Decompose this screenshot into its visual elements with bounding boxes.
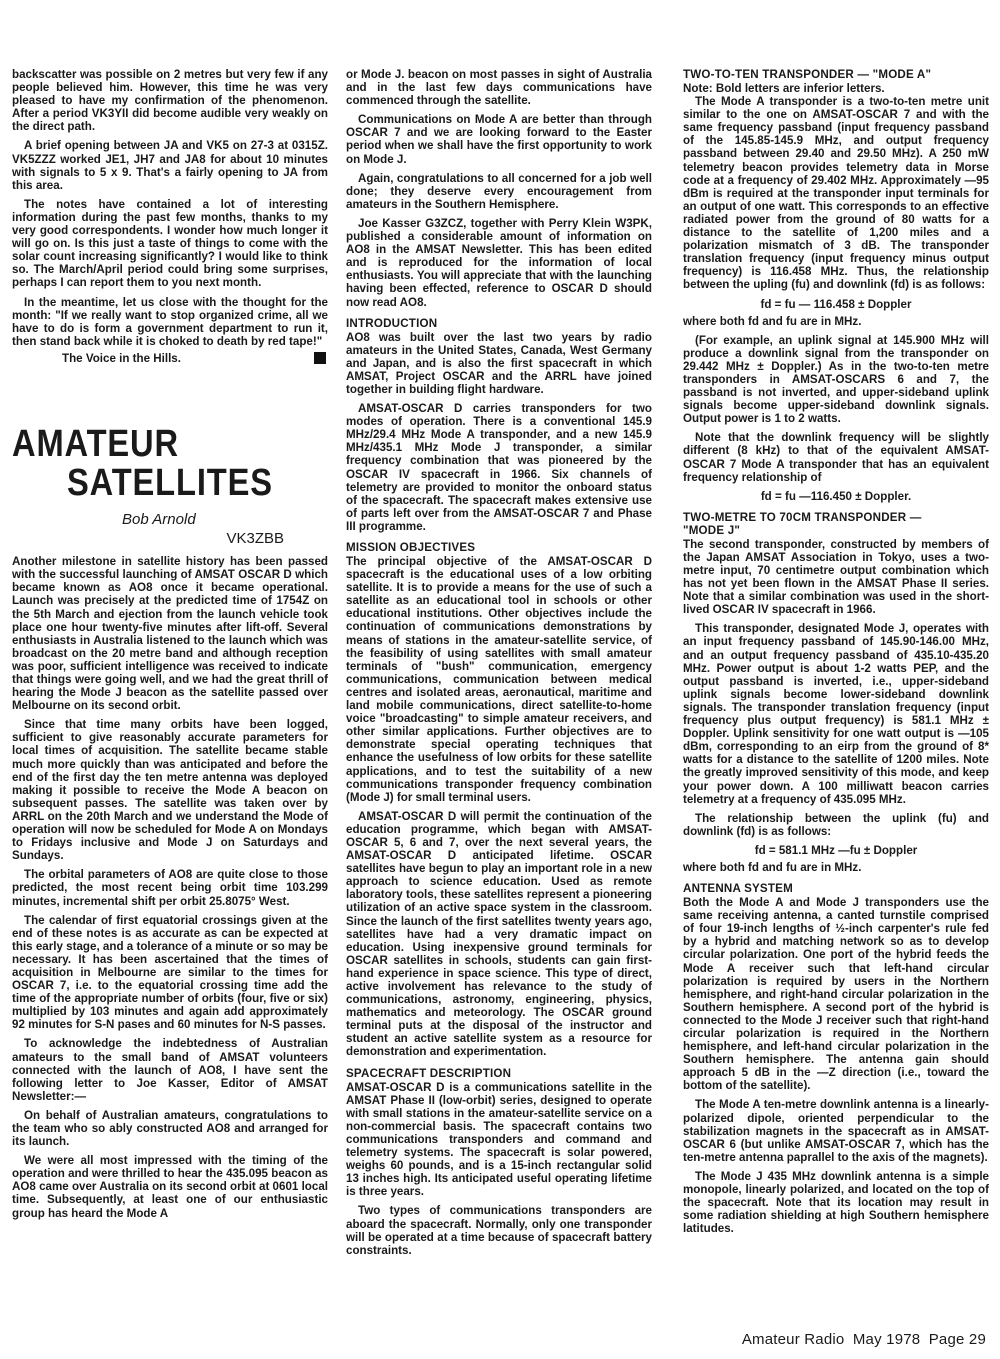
paragraph: Another milestone in satellite history has been passed with the successful launching of AMSAT OSCAR D which became known as AO8 once it became operational. Launch was precisely at the predicted time of 1754Z on the 5th March and ejection from the launch vehicle took place one hour twenty-five minutes after lift-off. Several enthusiasts in Australia listened to the launch which was broadcast on the 20 metre band and although reception was poor, sufficient intelligence was received to indicate that things were going well, and we had the great thrill of hearing the Mode J beacon as the satellite passed over Melbourne on its second orbit. bbox=[12, 555, 328, 713]
section-heading-mission: MISSION OBJECTIVES bbox=[346, 541, 476, 554]
paragraph: where both fd and fu are in MHz. bbox=[683, 314, 862, 328]
paragraph: The notes have contained a lot of interesting information during the past few months, thanks to my very good correspondents. I wonder how much longer it will go on. Is this just a taste of things to come with the solar count increasing significantly? I would like to think so. The March/April period could bring some surprises, perhaps I can report them to you next month. bbox=[12, 197, 328, 290]
formula: fd = fu —116.450 ± Doppler. bbox=[760, 489, 912, 503]
author-callsign: VK3ZBB bbox=[226, 530, 284, 548]
paragraph: backscatter was possible on 2 metres but very few if any people believed him. However, this time he was very pleased to have my confirmation of the phenomenon. After a period VK3YII did become audible very weakly on the direct path. bbox=[12, 68, 328, 134]
article-title-line1: AMATEUR bbox=[12, 422, 179, 465]
paragraph: AO8 was built over the last two years by radio amateurs in the United States, Canada, West Germany and Japan, and is also the first spacecraft in which AMSAT, Project OSCAR and the ARRL have joined together in building flight hardware. bbox=[346, 330, 652, 396]
paragraph: The principal objective of the AMSAT-OSCAR D spacecraft is the educational uses of a low orbiting satellite. It is to provide a means for the use of such a satellite as an educational tool in schools or other educational institutions. Other objectives include the continuation of communications demonstrations by means of stations in the amateur-satellite service, of the feasibility of using satellites with small amateur terminals of "bush" communication, emergency communications, communication between medical centres and isolated areas, aeronautical, maritime and land mobile communications, direct satellite-to-home voice "broadcasting" to simple amateur receivers, and other similar applications. Further objectives are to demonstrate special operating techniques that enhance the usefulness of low orbits for these satellite applications, and to test the suitability of a new communications transponder frequency combination (Mode J) for small terminal users. bbox=[346, 555, 652, 804]
section-heading-introduction: INTRODUCTION bbox=[346, 316, 438, 330]
end-mark-icon bbox=[314, 352, 326, 364]
formula: fd = 581.1 MHz —fu ± Doppler bbox=[754, 843, 918, 857]
paragraph: AMSAT-OSCAR D will permit the continuation of the education programme, which began with AMSAT-OSCAR 5, 6 and 7, over the next several years, the AMSAT-OSCAR D anticipated lifetime. OSCAR satellites have begun to play an important role in a new approach to science education. Used as remote laboratory tools, these satellites represent a pioneering utilization of an active space system in the classroom. Since the launch of the first satellites twenty years ago, satellites have had a very dramatic impact on education. Using inexpensive ground terminals for OSCAR satellites in schools, students can gain first-hand experience in space science. This type of direct, active involvement has relevance to the study of communications, astronomy, engineering, physics, mathematics and meteorology. The OSCAR ground terminal puts at the disposal of the instructor and student an active satellite system as a resource for demonstration and experimentation. bbox=[346, 809, 652, 1059]
section-heading-mode-a: TWO-TO-TEN TRANSPONDER — "MODE A" bbox=[683, 68, 932, 81]
publication-name: Amateur Radio bbox=[741, 1331, 845, 1348]
paragraph: Both the Mode A and Mode J transponders use the same receiving antenna, a canted turnstile comprised of four 19-inch lengths of ½-inch carpenter's rule fed by a hybrid and matching network so as to develop circular polarization. One port of the hybrid feeds the Mode A receiver such that left-hand circular polarization is required by users in the Northern hemisphere, and right-hand circular polarization in the Southern hemisphere. A second port of the hybrid is connected to the Mode J receiver such that right-hand circular polarization is required in the Northern hemisphere, and left-hand circular polarization in the Southern hemisphere. The antenna gain should approach 5 dB in the —Z direction (i.e., toward the bottom of the satellite). bbox=[683, 896, 989, 1093]
page-footer bbox=[738, 1331, 986, 1348]
paragraph: Note that the downlink frequency will be slightly different (8 kHz) to that of the equivalent AMSAT-OSCAR 7 Mode A transponder that has an equivalent frequency relationship of bbox=[683, 431, 989, 484]
note: Note: Bold letters are inferior letters. bbox=[683, 82, 885, 95]
column-middle bbox=[346, 68, 652, 1263]
column-right bbox=[683, 68, 989, 1241]
paragraph: AMSAT-OSCAR D is a communications satellite in the AMSAT Phase II (low-orbit) series, designed to operate with small stations in the amateur-satellite service on a non-commercial basis. The spacecraft contains two communications transponders and command and telemetry systems. The spacecraft is solar powered, weighs 60 pounds, and is a 15-inch rectangular solid 13 inches high. Its anticipated useful operating lifetime is three years. bbox=[346, 1080, 652, 1199]
formula: fd = fu — 116.458 ± Doppler bbox=[760, 297, 912, 311]
paragraph: Two types of communications transponders are aboard the spacecraft. Normally, only one transponder will be operated at a time because of spacecraft battery constraints. bbox=[346, 1204, 652, 1257]
section-heading-spacecraft: SPACECRAFT DESCRIPTION bbox=[346, 1066, 512, 1080]
paragraph: In the meantime, let us close with the thought for the month: "If we really want to stop organized crime, all we have to do is form a government department to run it, then stand back while it is choked to death by red tape!" bbox=[12, 295, 328, 348]
paragraph: Communications on Mode A are better than through OSCAR 7 and we are looking forward to the Easter period when we shall have the first opportunity to work on Mode J. bbox=[346, 113, 652, 166]
paragraph: Joe Kasser G3ZCZ, together with Perry Klein W3PK, published a considerable amount of information on AO8 in the AMSAT Newsletter. This has been edited and is reproduced for the information of local enthusiasts. You will appreciate that with the launching having been effected, reference to OSCAR D should now read AO8. bbox=[346, 216, 652, 309]
paragraph: To acknowledge the indebtedness of Australian amateurs to the small band of AMSAT volunteers connected with the launch of AO8, I have sent the following letter to Joe Kasser, Editor of AMSAT Newsletter:— bbox=[12, 1037, 328, 1103]
paragraph: The Mode J 435 MHz downlink antenna is a simple monopole, linearly polarized, and located on the top of the spacecraft. Note that its location may result in some radiation shielding at high Southern hemisphere latitudes. bbox=[683, 1169, 989, 1236]
paragraph: We were all most impressed with the timing of the operation and were thrilled to hear the 435.095 beacon as AO8 came over Australia on its second orbit at 0601 local time. Subsequently, at least one of our enthusiastic group has heard the Mode A bbox=[12, 1154, 328, 1220]
column-left bbox=[12, 68, 328, 1226]
paragraph: The Mode A ten-metre downlink antenna is a linearly-polarized dipole, oriented perpendicular to the stabilization magnets in the spacecraft as in AMSAT-OSCAR 6 (but unlike AMSAT-OSCAR 7, which has the ten-metre antenna paprallel to the axis of the magnets). bbox=[683, 1098, 989, 1164]
paragraph: Again, congratulations to all concerned for a job well done; they deserve every encouragement from amateurs in the Southern Hemisphere. bbox=[346, 171, 652, 211]
paragraph: or Mode J. beacon on most passes in sight of Australia and in the last few days communications have commenced through the satellite. bbox=[346, 68, 652, 108]
paragraph: (For example, an uplink signal at 145.900 MHz will produce a downlink signal from the transponder on 29.442 MHz ± Doppler.) As in the two-to-ten metre transponders in AMSAT-OSCARS 6 and 7, the passband is not inverted, and upper-sideband uplink signals become upper-sideband downlink signals. Output power is 1 to 2 watts. bbox=[683, 333, 989, 426]
paragraph: The orbital parameters of AO8 are quite close to those predicted, the most recent being orbit time 103.299 minutes, incremental shift per orbit 25.8075° West. bbox=[12, 868, 328, 908]
paragraph: On behalf of Australian amateurs, congratulations to the team who so ably constructed AO8 and arranged for its launch. bbox=[12, 1108, 328, 1149]
article-author: Bob Arnold bbox=[122, 510, 196, 528]
paragraph: AMSAT-OSCAR D carries transponders for two modes of operation. There is a conventional 145.9 MHz/29.4 MHz Mode A transponder, and a new 145.9 MHz/435.1 MHz Mode J transponder, a similar frequency combination that was pioneered by the OSCAR IV spacecraft in 1966. Six channels of telemetry are provided to monitor the onboard status of the spacecraft. The spacecraft makes extensive use of parts left over from the AMSAT-OSCAR 7 and Phase III programme. bbox=[346, 402, 652, 533]
paragraph: This transponder, designated Mode J, operates with an input frequency passband of 145.90-146.00 MHz, and an output frequency passband of 435.10-435.20 MHz. Power output is about 1-2 watts PEP, and the output passband is inverted, i.e., upper-sideband uplink signals become lower-sideband downlink signals. The transponder translation frequency (input frequency plus output frequency) is 581.1 MHz ± Doppler. Uplink sensitivity for one watt output is —105 dBm, corresponding to an eirp from the ground of 8* watts for a distance to the satellite of 1200 miles. Note the greatly improved sensitivity of this mode, and keep your power down. A 100 milliwatt beacon carries telemetry at a frequency of 435.095 MHz. bbox=[683, 622, 989, 806]
paragraph: The second transponder, constructed by members of the Japan AMSAT Association in Tokyo, uses a two-metre input, 70 centimetre output combination which has not yet been flown in the AMSAT Phase II series. Note that a similar combination was used in the short-lived OSCAR IV spacecraft in 1966. bbox=[683, 537, 989, 617]
section-heading-antenna: ANTENNA SYSTEM bbox=[683, 882, 793, 896]
article-header bbox=[12, 422, 328, 548]
section-heading-mode-j: TWO-METRE TO 70CM TRANSPONDER — bbox=[683, 510, 922, 524]
article-title-line2: SATELLITES bbox=[67, 461, 273, 504]
paragraph: The calendar of first equatorial crossings given at the end of these notes is as accurate as can be expected at this early stage, and a tolerance of a minute or so may be necessary. It has been ascertained that the times of acquisition in Melbourne are similar to the times for OSCAR 7, i.e. to the equatorial crossing time add the time of the appropriate number of orbits (four, five or six) multiplied by 103 minutes and again add approximately 92 minutes for S-N pases and 60 minutes for N-S passes. bbox=[12, 913, 328, 1032]
paragraph: The relationship between the uplink (fu) and downlink (fd) is as follows: bbox=[683, 811, 989, 838]
paragraph: Since that time many orbits have been logged, sufficient to give reasonably accurate parameters for local times of acquisition. The satellite became stable much more quickly than was anticipated and before the end of the first day the ten metre antenna was deployed making it possible to receive the Mode A beacon on subsequent passes. The satellite was taken over by ARRL on the 20th March and we understand the Mode of operation will now be scheduled for Mode A on Mondays to Fridays inclusive and Mode J on Saturdays and Sundays. bbox=[12, 718, 328, 863]
paragraph: A brief opening between JA and VK5 on 27-3 at 0315Z. VK5ZZZ worked JE1, JH7 and JA8 for about 10 minutes with signals to 5 x 9. That's a fairly opening to JA from this area. bbox=[12, 139, 328, 192]
signature-line bbox=[12, 352, 328, 365]
issue-date: May 1978 bbox=[852, 1331, 921, 1348]
paragraph: where both fd and fu are in MHz. bbox=[683, 860, 862, 874]
paragraph: The Mode A transponder is a two-to-ten metre unit similar to the one on AMSAT-OSCAR 7 and with the same frequency passband (input frequency passband of the 145.85-145.9 MHz, and output frequency passband between 29.40 and 29.50 MHz). A 250 mW telemetry beacon provides telemetry data in Morse code at a frequency of 29.402 MHz. Approximately —95 dBm is required at the transponder input terminals for an output of one watt. This corresponds to an effective radiated power from the ground of 80 watts for a distance to the satellite of 1,200 miles and a polarization mismatch of 3 dB. The transponder translation frequency (input frequency minus output frequency) is 116.458 MHz. Thus, the relationship between the upling (fu) and downlink (fd) is as follows: bbox=[683, 95, 989, 292]
signature: The Voice in the Hills. bbox=[62, 351, 181, 365]
page-number: Page 29 bbox=[928, 1331, 986, 1348]
section-heading-mode-j-continued: "MODE J" bbox=[683, 523, 741, 537]
